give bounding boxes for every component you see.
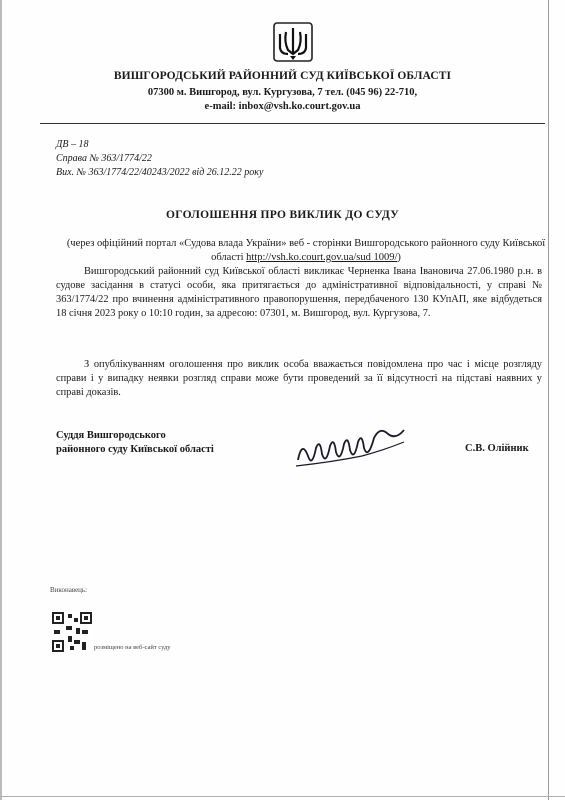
court-website-link[interactable]: http://vsh.ko.court.gov.ua/sud 1009/ (246, 252, 398, 263)
document-title: ОГОЛОШЕННЯ ПРО ВИКЛИК ДО СУДУ (166, 209, 399, 221)
portal-note-text: (через офіційний портал «Судова влада України» веб - сторінки Вишгородського районного суду Київської області (66, 238, 546, 263)
outgoing-number: Вих. № 363/1774/22/40243/2022 від 26.12.22 року (56, 167, 264, 178)
court-address: 07300 м. Вишгород, вул. Кургузова, 7 тел. (045 96) 22-710, (147, 87, 418, 98)
executor-label: Виконавець: (50, 586, 88, 594)
judge-title-line1: Суддя Вишгородського (56, 430, 166, 441)
coat-of-arms-icon (268, 20, 318, 66)
qr-code-icon (52, 612, 92, 652)
judge-title-line2: районного суду Київської області (56, 444, 214, 455)
notice-paragraph: З опублікуванням оголошення про виклик особа вважається повідомлена про час і місце розгляду справи і у випадку неявки розгляд справи може бути проведений за її відсутності на підставі наявних у справі доказів. (56, 359, 542, 398)
summons-paragraph: Вишгородський районний суд Київської області викликає Черненка Івана Івановича 27.06.1980 р.н. в судове засідання в статусі особи, яка притягається до адміністративної відповідальності, у справі № 363/1774/22 про вчинення адміністративного правопорушення, передбаченого 130 КУпАП, яке відбудеться 18 січня 2023 року о 10:10 годин, за адресою: 07301, м. Вишгород, вул. Кургузова, 7. (56, 266, 542, 319)
judge-name: С.В. Олійник (465, 443, 529, 454)
handwritten-signature (292, 420, 412, 480)
scan-edge-bottom (0, 796, 565, 797)
case-number: Справа № 363/1774/22 (56, 153, 152, 164)
court-name: ВИШГОРОДСЬКИЙ РАЙОННИЙ СУД КИЇВСЬКОЇ ОБЛАСТІ (113, 70, 452, 82)
header-divider (40, 123, 545, 124)
portal-note (66, 237, 546, 265)
scan-edge-left (0, 0, 2, 800)
posted-note: розміщено на веб-сайт суду (94, 644, 171, 651)
form-code: ДВ – 18 (56, 139, 89, 150)
scan-edge-right (548, 0, 549, 800)
court-email: e-mail: inbox@vsh.ko.court.gov.ua (204, 101, 361, 112)
judge-title (56, 429, 214, 457)
portal-note-close: ) (397, 252, 401, 263)
